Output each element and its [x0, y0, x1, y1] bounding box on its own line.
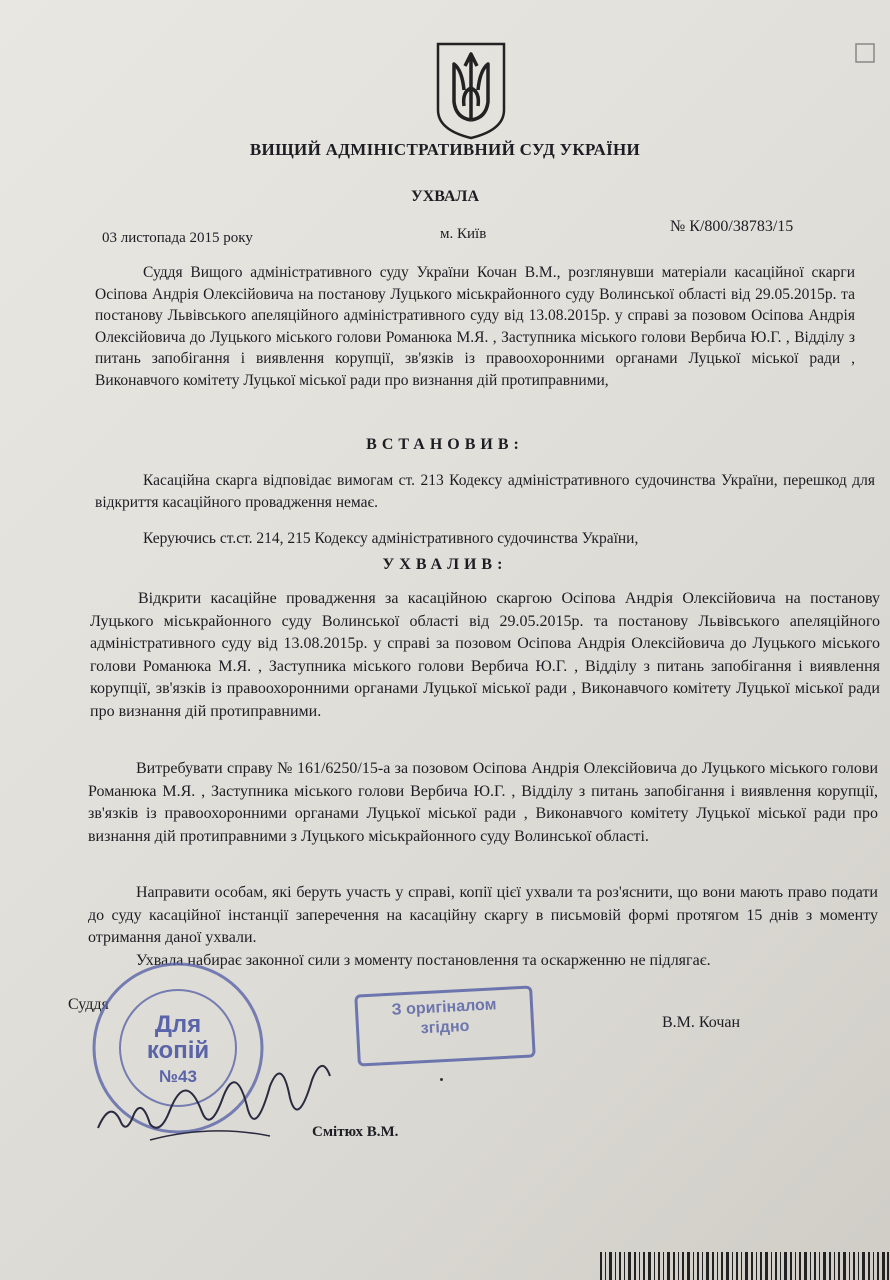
document-city: м. Київ	[440, 226, 487, 242]
seal-text-line3: №43	[159, 1067, 197, 1086]
heading-established: ВСТАНОВИВ:	[366, 436, 524, 453]
ruling-item-2: Витребувати справу № 161/6250/15-а за позовом Осіпова Андрія Олексійовича до Луцького міського голови Романюка М.Я. , Заступника міського голови Вербича Ю.Г. , Відділу з питань запобігання і виявлення корупції, зв'язків із правоохоронними органами Луцької міської ради , Виконавчого комітету Луцької міської ради про визнання дій протиправними з Луцького міськрайонного суду Волинської області.	[88, 760, 878, 845]
ink-dot	[440, 1078, 443, 1081]
judge-role-label: Суддя	[68, 996, 109, 1013]
document-type: УХВАЛА	[411, 188, 479, 205]
court-title: ВИЩИЙ АДМІНІСТРАТИВНИЙ СУД УКРАЇНИ	[249, 140, 641, 159]
copy-stamp-line2: згідно	[420, 1017, 470, 1038]
clerk-name: Смітюх В.М.	[312, 1124, 399, 1140]
heading-ruled: УХВАЛИВ:	[382, 556, 508, 573]
document-date: 03 листопада 2015 року	[102, 230, 253, 246]
intro-paragraph: Суддя Вищого адміністративного суду України Кочан В.М., розглянувши матеріали касаційної скарги Осіпова Андрія Олексійовича на постанову Луцького міськрайонного суду Волинської області від 29.05.2015р. та постанову Львівського апеляційного адміністративного суду від 13.08.2015р. у справі за позовом Осіпова Андрія Олексійовича до Луцького міського голови Романюка М.Я. , Заступника міського голови Вербича Ю.Г. , Відділу з питань запобігання і виявлення корупції, зв'язків із правоохоронними органами Луцької міської ради , Виконавчого комітету Луцької міської ради про визнання дій протиправними,	[95, 264, 855, 389]
ruling-item-3: Направити особам, які беруть участь у справі, копії цієї ухвали та роз'яснити, що вони мають право подати до суду касаційної інстанції заперечення на касаційну скаргу в письмовій формі протягом 15 днів з моменту отримання даної ухвали.	[88, 884, 878, 946]
trident-emblem	[434, 40, 508, 140]
copy-stamp-line1: З оригіналом	[391, 996, 497, 1019]
ruling-item-1: Відкрити касаційне провадження за касаційною скаргою Осіпова Андрія Олексійовича на постанову Луцького міськрайонного суду Волинської області від 29.05.2015р. та постанову Львівського апеляційного адміністративного суду від 13.08.2015р. у справі за позовом Осіпова Андрія Олексійовича до Луцького міського голови Романюка М.Я. , Заступника міського голови Вербича Ю.Г. , Відділу з питань запобігання і виявлення корупції, зв'язків із правоохоронними органами Луцької міської ради , Виконавчого комітету Луцької міської ради про визнання дій протиправними.	[90, 590, 880, 720]
copy-verified-stamp	[354, 985, 536, 1066]
case-number: № К/800/38783/15	[670, 218, 794, 235]
established-paragraph: Касаційна скарга відповідає вимогам ст. 213 Кодексу адміністративного судочинства України, перешкод для відкриття касаційного провадження немає.	[95, 472, 875, 511]
judge-name: В.М. Кочан	[662, 1014, 741, 1031]
page-corner-mark-icon	[854, 42, 876, 64]
ruling-item-4: Ухвала набирає законної сили з моменту постановлення та оскарженню не підлягає.	[136, 952, 711, 969]
seal-text-line1: Для	[154, 1011, 202, 1038]
guided-paragraph: Керуючись ст.ст. 214, 215 Кодексу адміністративного судочинства України,	[143, 530, 639, 547]
seal-text-line2: копій	[146, 1037, 210, 1064]
barcode	[600, 1252, 890, 1280]
